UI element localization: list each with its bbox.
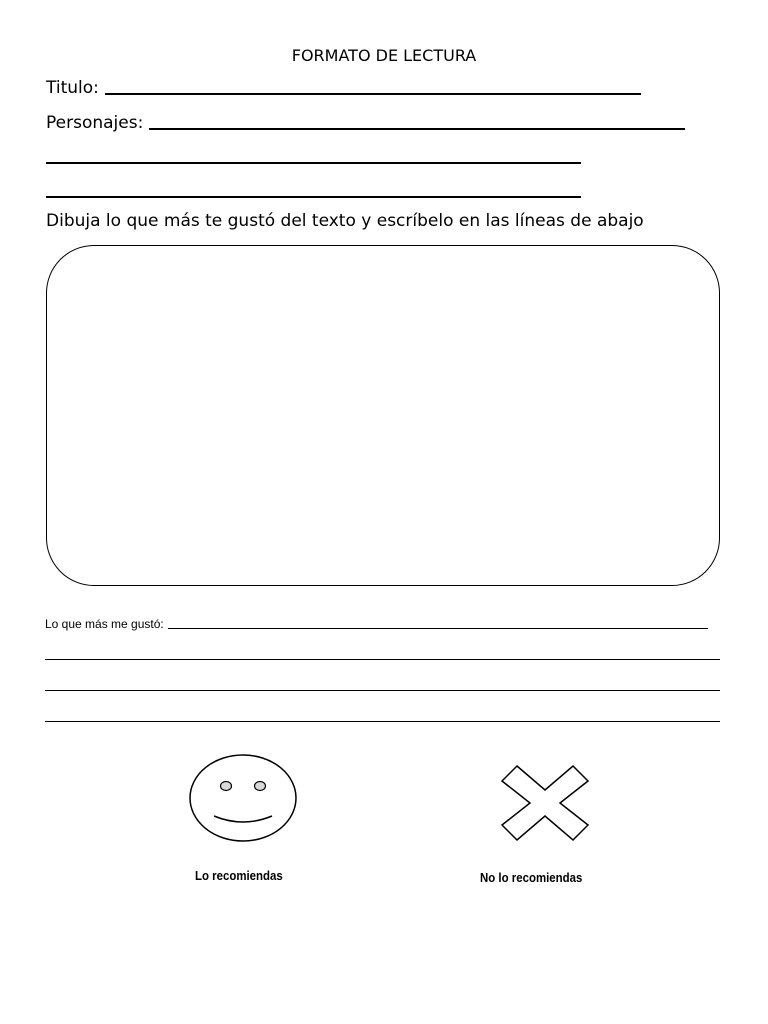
favorite-part-line-3[interactable] bbox=[45, 690, 720, 691]
titulo-line[interactable] bbox=[105, 93, 641, 95]
titulo-label: Titulo: bbox=[46, 78, 99, 98]
personajes-line-3[interactable] bbox=[46, 196, 581, 198]
titulo-field[interactable] bbox=[46, 78, 641, 98]
favorite-part-line-4[interactable] bbox=[45, 721, 720, 722]
favorite-part-label: Lo que más me gustó: bbox=[45, 617, 164, 631]
favorite-part-line-2[interactable] bbox=[45, 659, 720, 660]
recommend-label: Lo recomiendas bbox=[195, 868, 283, 883]
favorite-part-field[interactable] bbox=[45, 617, 708, 631]
smiley-face-icon[interactable] bbox=[186, 753, 302, 845]
x-mark-icon[interactable] bbox=[500, 764, 590, 842]
personajes-field[interactable] bbox=[46, 113, 685, 133]
page-title: FORMATO DE LECTURA bbox=[291, 46, 477, 65]
personajes-line[interactable] bbox=[149, 128, 685, 130]
not-recommend-label: No lo recomiendas bbox=[480, 870, 583, 885]
favorite-part-line-1[interactable] bbox=[168, 628, 708, 629]
drawing-box[interactable] bbox=[46, 245, 720, 586]
drawing-instruction: Dibuja lo que más te gustó del texto y escríbelo en las líneas de abajo bbox=[46, 211, 644, 231]
personajes-label: Personajes: bbox=[46, 113, 144, 133]
personajes-line-2[interactable] bbox=[46, 162, 581, 164]
